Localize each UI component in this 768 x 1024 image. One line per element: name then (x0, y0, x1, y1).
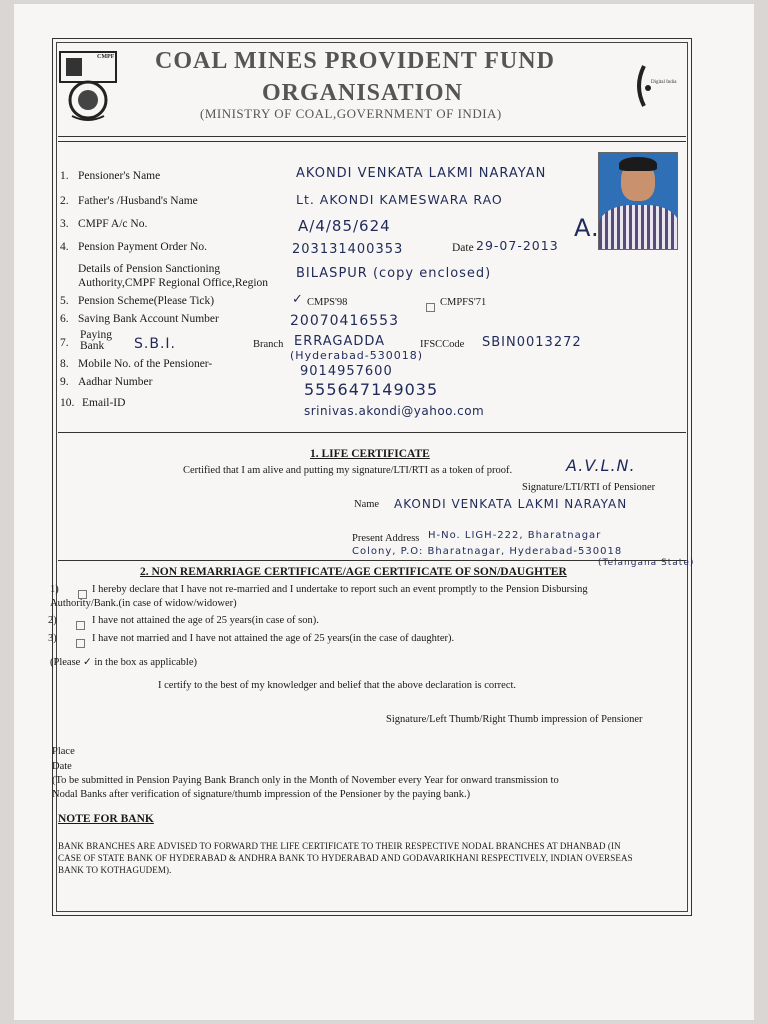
field-value-father: Lt. AKONDI KAMESWARA RAO (296, 192, 503, 207)
section-divider-1 (58, 432, 686, 433)
scheme-option-cmps98: CMPS'98 (307, 297, 348, 308)
field-label-scheme: Pension Scheme(Please Tick) (78, 295, 215, 307)
submit-note-a: (To be submitted in Pension Paying Bank Branch only in the Month of November every Year for onward transmission to (52, 775, 559, 786)
life-certificate-heading: 1. LIFE CERTIFICATE (310, 448, 430, 460)
date-label-2: Date (52, 761, 72, 772)
title-line-1: COAL MINES PROVIDENT FUND (155, 48, 555, 74)
life-address-line-3: (Telangana State) (598, 558, 695, 568)
place-label: Place (52, 746, 75, 757)
life-certificate-text: Certified that I am alive and putting my signature/LTI/RTI as a token of proof. (183, 465, 513, 476)
item-2-num: 2) (48, 615, 57, 626)
item-2-text: I have not attained the age of 25 years(in case of son). (92, 615, 319, 626)
field-label-email: Email-ID (82, 397, 126, 409)
field-value-sanction: BILASPUR (copy enclosed) (296, 266, 492, 281)
note-line-2: CASE OF STATE BANK OF HYDERABAD & ANDHRA BANK TO HYDERABAD AND GODAVARIKHANI RESPECTIVELY, INDIAN OVERSEAS (58, 853, 633, 863)
field-num-2: 2. (60, 195, 69, 207)
item-1-text-a: I hereby declare that I have not re-married and I undertake to report such an event promptly to the Pension Disbursing (92, 584, 588, 595)
field-label-name: Pensioner's Name (78, 170, 161, 182)
pensioner-photo (598, 152, 678, 250)
field-num-6: 6. (60, 313, 69, 325)
life-address-line-2: Colony, P.O: Bharatnagar, Hyderabad-530018 (352, 546, 623, 557)
life-signature: A.V.L.N. (566, 456, 636, 475)
scheme-option-cmpfs71: CMPFS'71 (440, 297, 487, 308)
field-value-name: AKONDI VENKATA LAKMI NARAYAN (296, 166, 547, 181)
note-line-3: BANK TO KOTHAGUDEM). (58, 865, 172, 875)
field-value-account: 20070416553 (290, 313, 399, 329)
field-num-3: 3. (60, 218, 69, 230)
life-address-label: Present Address (352, 533, 420, 544)
field-label-mobile: Mobile No. of the Pensioner- (78, 358, 213, 370)
header-divider-2 (58, 141, 686, 142)
field-label-sanction-2: Authority,CMPF Regional Office,Region (78, 277, 269, 289)
please-tick-note: (Please ✓ in the box as applicable) (50, 657, 197, 668)
note-heading: NOTE FOR BANK (58, 813, 154, 825)
item-3-checkbox[interactable] (76, 634, 89, 652)
remarriage-heading: 2. NON REMARRIAGE CERTIFICATE/AGE CERTIFICATE OF SON/DAUGHTER (140, 566, 567, 578)
item-1-text-b: Authority/Bank.(in case of widow/widower) (50, 598, 237, 609)
item-3-text: I have not married and I have not attained the age of 25 years(in the case of daughter). (92, 633, 455, 644)
field-num-7: 7. (60, 337, 69, 349)
digital-india-logo-icon (630, 60, 677, 110)
photo-signature: A. (574, 214, 600, 242)
field-num-4: 4. (60, 241, 69, 253)
field-label-bank: Bank (80, 340, 105, 352)
branch-label: Branch (253, 339, 284, 350)
ifsc-value: SBIN0013272 (482, 335, 582, 350)
field-value-ppo: 203131400353 (292, 242, 404, 257)
field-num-5: 5. (60, 295, 69, 307)
field-value-email: srinivas.akondi@yahoo.com (304, 404, 485, 418)
field-label-paying: Paying (80, 329, 112, 341)
field-num-8: 8. (60, 358, 69, 370)
submit-note-b: Nodal Banks after verification of signature/thumb impression of the Pensioner by the paying bank.) (52, 789, 471, 800)
item-3-num: 3) (48, 633, 57, 644)
logo-left-text: CMPF (97, 54, 115, 60)
field-value-mobile: 9014957600 (300, 364, 393, 379)
field-value-bank: S.B.I. (134, 336, 176, 352)
field-value-aadhar: 555647149035 (304, 380, 439, 399)
life-name-label: Name (354, 499, 380, 510)
date-label: Date (452, 242, 474, 254)
field-label-account: Saving Bank Account Number (78, 313, 219, 325)
date-value: 29-07-2013 (476, 238, 559, 253)
certify-text: I certify to the best of my knowledger and belief that the above declaration is correct. (158, 680, 517, 691)
signature-label: Signature/Left Thumb/Right Thumb impression of Pensioner (386, 714, 643, 725)
note-line-1: BANK BRANCHES ARE ADVISED TO FORWARD THE LIFE CERTIFICATE TO THEIR RESPECTIVE NODAL BRANCHES AT DHANBAD (IN (58, 841, 621, 851)
life-address-line-1: H-No. LIGH-222, Bharatnagar (428, 530, 602, 541)
logo-right-text: Digital India (651, 80, 677, 85)
ifsc-label: IFSCCode (420, 339, 465, 350)
field-label-sanction: Details of Pension Sanctioning (78, 263, 221, 275)
branch-value: ERRAGADDA (294, 334, 386, 349)
scheme-tick: ✓ (292, 292, 304, 307)
field-num-9: 9. (60, 376, 69, 388)
title-line-2: ORGANISATION (262, 80, 463, 106)
life-name-value: AKONDI VENKATA LAKMI NARAYAN (394, 497, 628, 511)
cmpf-emblem-icon (58, 50, 118, 122)
field-label-father: Father's /Husband's Name (78, 195, 198, 207)
item-1-num: 1) (50, 584, 59, 595)
field-label-cmpf: CMPF A/c No. (78, 218, 148, 230)
scheme-checkbox-cmpfs71[interactable] (426, 298, 439, 316)
life-signature-label: Signature/LTI/RTI of Pensioner (522, 482, 656, 493)
field-num-1: 1. (60, 170, 69, 182)
field-num-10: 10. (60, 397, 75, 409)
section-divider-2 (58, 560, 686, 561)
field-label-aadhar: Aadhar Number (78, 376, 153, 388)
header-divider (58, 136, 686, 137)
field-label-ppo: Pension Payment Order No. (78, 241, 208, 253)
subtitle: (MINISTRY OF COAL,GOVERNMENT OF INDIA) (200, 106, 502, 121)
branch-value-2: (Hyderabad-530018) (290, 349, 424, 362)
item-2-checkbox[interactable] (76, 616, 89, 634)
field-value-cmpf: A/4/85/624 (298, 217, 391, 235)
